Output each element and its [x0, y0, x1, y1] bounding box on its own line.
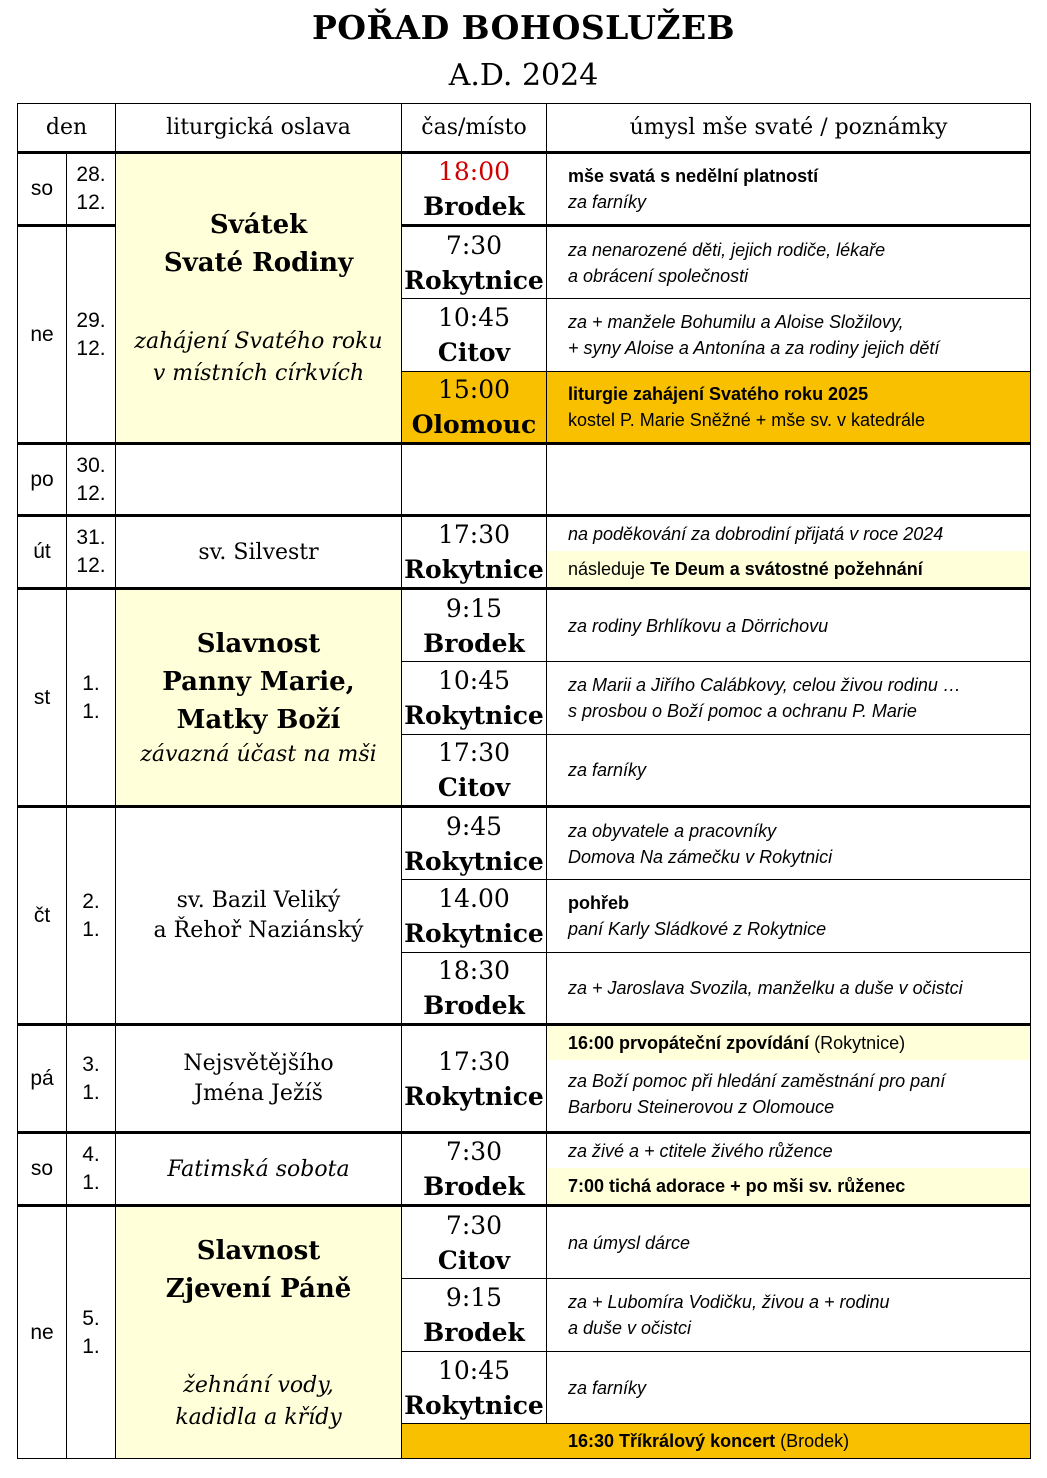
day-cell: ne	[18, 226, 67, 444]
intention-cell	[547, 444, 1031, 516]
day-cell: ne	[18, 1206, 67, 1459]
intention-cell: za farníky	[547, 1352, 1031, 1424]
time-place-cell: 7:30 Brodek	[402, 1133, 547, 1206]
day-cell: čt	[18, 807, 67, 1025]
table-row	[18, 1133, 1031, 1206]
date-cell: 30. 12.	[67, 444, 116, 516]
page-subtitle: A.D. 2024	[448, 58, 599, 93]
celebration-svatek: Svátek Svaté Rodiny zahájení Svatého roku v místních církvích	[116, 153, 402, 444]
celebration-slavnost-pm: Slavnost Panny Marie, Matky Boží závazná účast na mši	[116, 589, 402, 807]
intention-cell: za Marii a Jiřího Calábkovy, celou živou rodinu … s prosbou o Boží pomoc a ochranu P. Marie	[547, 662, 1031, 735]
time-place-cell: 9:15 Brodek	[402, 589, 547, 662]
time-place-cell: 14.00 Rokytnice	[402, 880, 547, 953]
intention-cell: za farníky	[547, 735, 1031, 807]
table-row	[18, 1206, 1031, 1279]
celebration-cell: sv. Silvestr	[116, 516, 402, 589]
date-cell: 4. 1.	[67, 1133, 116, 1206]
celebration-zjeveni: Slavnost Zjevení Páně žehnání vody, kadidla a křídy	[116, 1206, 402, 1459]
time-place-cell: 10:45 Rokytnice	[402, 662, 547, 735]
date-cell: 29. 12.	[67, 226, 116, 444]
time-place-cell: 10:45 Citov	[402, 299, 547, 372]
day-cell: so	[18, 153, 67, 226]
intention-cell: za rodiny Brhlíkovu a Dörrichovu	[547, 589, 1031, 662]
day-cell: so	[18, 1133, 67, 1206]
header-day: den	[18, 104, 116, 153]
intention-cell: pohřeb paní Karly Sládkové z Rokytnice	[547, 880, 1031, 953]
header-time-place: čas/místo	[402, 104, 547, 153]
page-title: POŘAD BOHOSLUŽEB	[311, 8, 735, 47]
concert-cell: 16:30 Tříkrálový koncert (Brodek)	[402, 1424, 1031, 1459]
intention-cell: za nenarozené děti, jejich rodiče, lékaře a obrácení společnosti	[547, 226, 1031, 299]
day-cell: pá	[18, 1025, 67, 1133]
date-cell: 28. 12.	[67, 153, 116, 226]
table-row	[18, 444, 1031, 516]
celebration-cell: Fatimská sobota	[116, 1133, 402, 1206]
header-celebration: liturgická oslava	[116, 104, 402, 153]
time-place-cell: 10:45 Rokytnice	[402, 1352, 547, 1424]
time-place-cell: 9:45 Rokytnice	[402, 807, 547, 880]
intention-cell: za + Jaroslava Svozila, manželku a duše v očistci	[547, 953, 1031, 1025]
time-place-cell: 9:15 Brodek	[402, 1279, 547, 1352]
celebration-cell	[116, 444, 402, 516]
table-row	[18, 589, 1031, 662]
time-place-cell: 17:30 Rokytnice	[402, 516, 547, 589]
day-cell: st	[18, 589, 67, 807]
time-place-cell: 17:30 Citov	[402, 735, 547, 807]
day-cell: út	[18, 516, 67, 589]
celebration-cell: Nejsvětějšího Jména Ježíš	[116, 1025, 402, 1133]
intention-cell: za + manžele Bohumilu a Aloise Složilovy, + syny Aloise a Antonína a za rodiny jejich dětí	[547, 299, 1031, 372]
time-place-cell: 15:00 Olomouc	[402, 372, 547, 444]
date-cell: 1. 1.	[67, 589, 116, 807]
time-place-cell	[402, 444, 547, 516]
intention-cell: na úmysl dárce	[547, 1206, 1031, 1279]
intention-cell: za + Lubomíra Vodičku, živou a + rodinu a duše v očistci	[547, 1279, 1031, 1352]
date-cell: 5. 1.	[67, 1206, 116, 1459]
table-header-row	[18, 104, 1031, 153]
table-row	[18, 1025, 1031, 1133]
schedule-table	[17, 103, 1031, 1459]
intention-cell: za živé a + ctitele živého růžence 7:00 tichá adorace + po mši sv. růženec	[547, 1133, 1031, 1206]
table-row	[18, 153, 1031, 226]
celebration-cell: sv. Bazil Veliký a Řehoř Naziánský	[116, 807, 402, 1025]
header-intention: úmysl mše svaté / poznámky	[547, 104, 1031, 153]
time-place-cell: 18:30 Brodek	[402, 953, 547, 1025]
date-cell: 2. 1.	[67, 807, 116, 1025]
time-place-cell: 7:30 Rokytnice	[402, 226, 547, 299]
date-cell: 3. 1.	[67, 1025, 116, 1133]
table-row	[18, 807, 1031, 880]
time-place-cell: 18:00 Brodek	[402, 153, 547, 226]
intention-cell: liturgie zahájení Svatého roku 2025 kostel P. Marie Sněžné + mše sv. v katedrále	[547, 372, 1031, 444]
date-cell: 31. 12.	[67, 516, 116, 589]
intention-cell: za obyvatele a pracovníky Domova Na zámečku v Rokytnici	[547, 807, 1031, 880]
intention-cell: mše svatá s nedělní platností za farníky	[547, 153, 1031, 226]
time-place-cell: 7:30 Citov	[402, 1206, 547, 1279]
intention-cell: na poděkování za dobrodiní přijatá v roce 2024 následuje Te Deum a svátostné požehnání	[547, 516, 1031, 589]
table-row	[18, 516, 1031, 589]
intention-cell: 16:00 prvopáteční zpovídání (Rokytnice) za Boží pomoc při hledání zaměstnání pro paní Barboru Steinerovou z Olomouce	[547, 1025, 1031, 1133]
time-place-cell: 17:30 Rokytnice	[402, 1025, 547, 1133]
day-cell: po	[18, 444, 67, 516]
